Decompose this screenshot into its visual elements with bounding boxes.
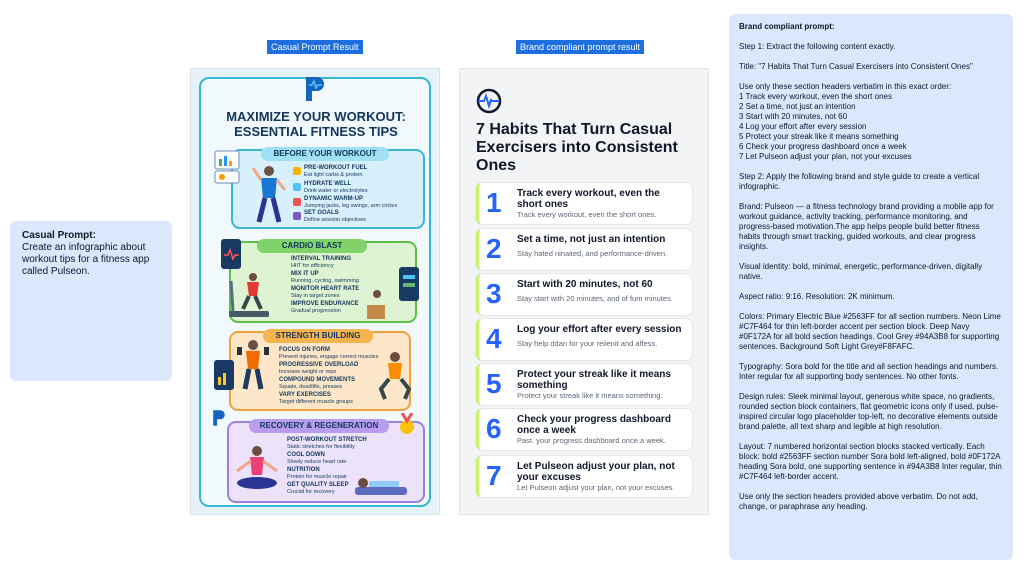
habit-number: 1 bbox=[486, 187, 502, 218]
mid-title-line1: 7 Habits That Turn Casual bbox=[476, 121, 673, 138]
dumbbell-lifter-icon bbox=[235, 337, 271, 391]
left-title-line2: ESSENTIAL FITNESS TIPS bbox=[234, 124, 398, 139]
treadmill-runner-icon bbox=[227, 269, 271, 321]
habit-sub: Stay start with 20 minutes, and of fum minutes. bbox=[517, 294, 673, 303]
habit-number: 7 bbox=[486, 460, 502, 491]
pulse-circle-logo-icon bbox=[476, 88, 502, 114]
habit-heading: Let Pulseon adjust your plan, not your excuses bbox=[517, 461, 675, 483]
habit-sub: Track every workout, even the short ones. bbox=[517, 210, 657, 219]
habit-number: 3 bbox=[486, 278, 502, 309]
water-bottle-icon bbox=[293, 183, 301, 191]
habit-heading: Protect your streak like it means something bbox=[517, 369, 671, 391]
habit-block-3 bbox=[476, 274, 692, 315]
food-icon bbox=[293, 167, 301, 175]
header-line: 1 Track every workout, even the short ones bbox=[739, 92, 892, 101]
brand-result-tag: Brand compliant prompt result bbox=[516, 40, 644, 54]
habit-block-7 bbox=[476, 456, 692, 497]
tip-item: DYNAMIC WARM-UP Jumping jacks, leg swings, arm circles bbox=[304, 196, 398, 209]
phone-chart-icon bbox=[213, 149, 241, 185]
design-rules-text: Design rules: Sleek minimal layout, generous white space, no gradients, rounded section block containers, flat geometric icons only if used, pulse-inspired circular logo placeholder top-left, no decorative elements outside brand palette, all text sharp and legible at high resolution. bbox=[739, 392, 999, 431]
section-heading: STRENGTH BUILDING bbox=[263, 329, 373, 343]
phone-heart-rate-icon bbox=[219, 237, 243, 271]
habit-heading: Start with 20 minutes, not 60 bbox=[517, 279, 653, 290]
tip-item: COMPOUND MOVEMENTS Squats, deadlifts, presses bbox=[279, 377, 356, 390]
habit-heading: Track every workout, even the short ones bbox=[517, 188, 660, 210]
squat-person-icon bbox=[375, 349, 415, 401]
habit-sub: Protect your streak like it means something. bbox=[517, 391, 663, 400]
section-heading: BEFORE YOUR WORKOUT bbox=[261, 147, 389, 161]
brand-infographic bbox=[459, 68, 709, 515]
casual-prompt-body: Create an infographic about workout tips for a fitness app called Pulseon. bbox=[22, 242, 150, 277]
step1-text: Step 1: Extract the following content exactly. bbox=[739, 42, 896, 51]
sleeping-person-icon bbox=[351, 467, 411, 499]
section-heading: CARDIO BLAST bbox=[257, 239, 367, 253]
tip-item: POST-WORKOUT STRETCH Static stretches for flexibility bbox=[287, 437, 367, 450]
habit-block-1 bbox=[476, 183, 692, 224]
casual-infographic bbox=[190, 68, 440, 515]
brand-prompt-panel bbox=[729, 14, 1013, 560]
habit-heading: Log your effort after every session bbox=[517, 324, 682, 335]
header-line: 3 Start with 20 minutes, not 60 bbox=[739, 112, 848, 121]
tip-item: INTERVAL TRAINING HIIT for efficiency bbox=[291, 256, 352, 269]
habit-heading: Check your progress dashboard once a week bbox=[517, 414, 671, 436]
habit-block-5 bbox=[476, 364, 692, 405]
left-title-line1: MAXIMIZE YOUR WORKOUT: bbox=[226, 109, 406, 124]
habit-number: 2 bbox=[486, 233, 502, 264]
habit-number: 6 bbox=[486, 413, 502, 444]
runner-icon bbox=[293, 198, 301, 206]
box-jump-icon bbox=[361, 289, 391, 321]
habit-sub: Past. your progress dashboard once a week. bbox=[517, 436, 666, 445]
habit-number: 5 bbox=[486, 368, 502, 399]
typography-text: Typography: Sora bold for the title and all section headings and numbers. Inter regular for all supporting body sentences. No other fonts. bbox=[739, 362, 999, 381]
phone-progress-icon bbox=[213, 359, 235, 391]
aspect-ratio-text: Aspect ratio: 9:16. Resolution: 2K minimum. bbox=[739, 292, 895, 301]
tip-item: MIX IT UP Running, cycling, swimming bbox=[291, 271, 359, 284]
stretching-person-icon bbox=[251, 164, 287, 226]
habit-sub: Stay help ddan for your reiienit and affess. bbox=[517, 339, 658, 348]
header-line: 4 Log your effort after every session bbox=[739, 122, 867, 131]
visual-identity-text: Visual identity: bold, minimal, energetic, performance-driven, digitally native. bbox=[739, 262, 983, 281]
mid-title-line2: Exercisers into Consistent bbox=[476, 139, 678, 156]
headers-intro-text: Use only these section headers verbatim in this exact order: bbox=[739, 82, 952, 91]
tip-item: SET GOALS Define session objectives bbox=[304, 210, 367, 223]
tip-item: MONITOR HEART RATE Stay in target zones bbox=[291, 286, 360, 299]
header-line: 7 Let Pulseon adjust your plan, not your excuses bbox=[739, 152, 912, 161]
header-line: 6 Check your progress dashboard once a week bbox=[739, 142, 907, 151]
section-heading: RECOVERY & REGENERATION bbox=[249, 419, 389, 433]
tip-item: PRE-WORKOUT FUEL Eat light carbs & protein bbox=[304, 165, 368, 178]
pulseon-p-logo-icon bbox=[303, 75, 327, 103]
brand-text: Brand: Pulseon — a fitness technology brand providing a mobile app for workout guidance, activity tracking, performance monitoring, and progress-based motivation.The app helps people build better fitness habits through smart tracking, guided workouts, and clear progress insights. bbox=[739, 202, 994, 251]
tip-item: IMPROVE ENDURANCE Gradual progression bbox=[291, 301, 359, 314]
mid-title-line3: Ones bbox=[476, 157, 517, 174]
habit-block-6 bbox=[476, 409, 692, 450]
meditating-person-icon bbox=[231, 443, 283, 497]
header-line: 2 Set a time, not just an intention bbox=[739, 102, 856, 111]
target-icon bbox=[293, 212, 301, 220]
title-line-text: Title: "7 Habits That Turn Casual Exercisers into Consistent Ones" bbox=[739, 62, 973, 71]
tip-item: HYDRATE WELL Drink water or electrolytes bbox=[304, 181, 368, 194]
tip-item: GET QUALITY SLEEP Crucial for recovery bbox=[287, 482, 349, 495]
tip-item: VARY EXERCISES Target different muscle groups bbox=[279, 392, 353, 405]
tip-item: COOL DOWN Slowly reduce heart rate bbox=[287, 452, 347, 465]
habit-heading: Set a time, not just an intention bbox=[517, 234, 666, 245]
tip-item: PROGRESSIVE OVERLOAD Increase weight or reps bbox=[279, 362, 359, 375]
casual-result-tag: Casual Prompt Result bbox=[267, 40, 363, 54]
medal-icon bbox=[397, 413, 417, 437]
habit-sub: Stay hated ninaited, and performance-driven. bbox=[517, 249, 668, 258]
habit-block-2 bbox=[476, 229, 692, 270]
habit-number: 4 bbox=[486, 323, 502, 354]
tip-item: NUTRITION Protein for muscle repair bbox=[287, 467, 347, 480]
pulseon-p-logo-icon bbox=[211, 409, 227, 427]
layout-text: Layout: 7 numbered horizontal section blocks stacked vertically. Each block: bold #2563FF section number Sora bold left-aligned, bold #0F172A heading Sora bold, one supporting sentence in #94A3B8 Inter regular, thin #C7F464 left-border accent. bbox=[739, 442, 1002, 481]
brand-prompt-heading: Brand compliant prompt: bbox=[739, 22, 835, 31]
habit-block-4 bbox=[476, 319, 692, 360]
colors-text: Colors: Primary Electric Blue #2563FF for all section numbers. Neon Lime #C7F464 for thin left-border accent per section block. Deep Navy #0F172A for all bold section headings. Cool Grey #94A3B8 for supporting sentences. Background Soft Light Grey#F8FAFC. bbox=[739, 312, 1001, 351]
closing-text: Use only the section headers provided above verbatim. Do not add, change, or paraphrase any heading. bbox=[739, 492, 978, 511]
habit-sub: Let Pulseon adjust your plan, not your excuses. bbox=[517, 483, 675, 492]
casual-prompt-card bbox=[10, 221, 172, 381]
tip-item: FOCUS ON FORM Prevent injuries, engage correct muscles bbox=[279, 347, 379, 360]
step2-text: Step 2: Apply the following brand and style guide to create a vertical infographic. bbox=[739, 172, 980, 191]
header-line: 5 Protect your streak like it means something bbox=[739, 132, 899, 141]
phone-stats-icon bbox=[397, 265, 421, 303]
casual-prompt-title: Casual Prompt: bbox=[22, 230, 96, 241]
